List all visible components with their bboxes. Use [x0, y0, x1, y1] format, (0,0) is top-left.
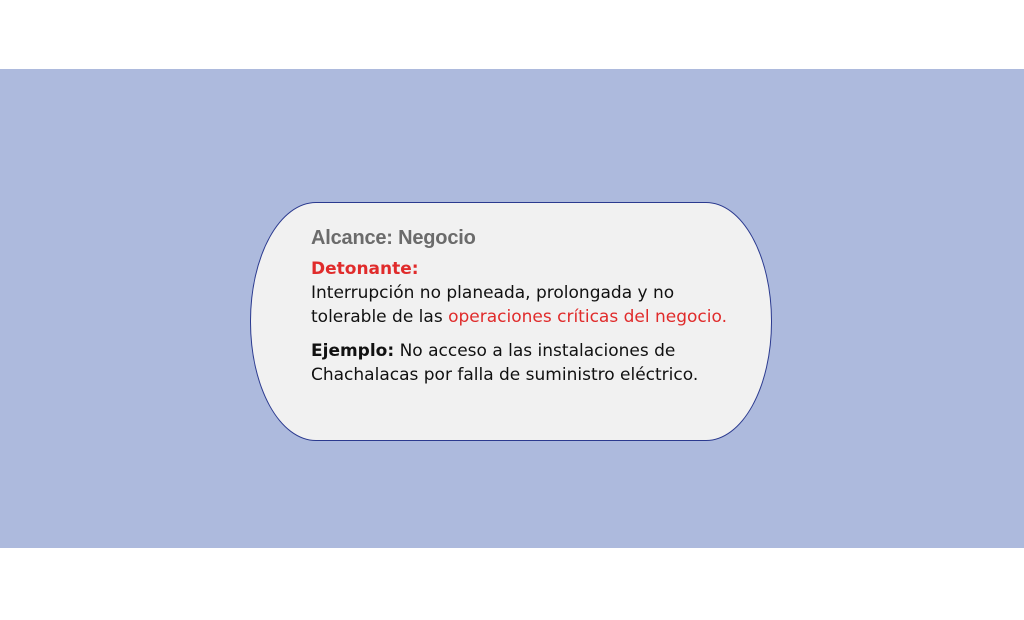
scope-card [250, 202, 772, 441]
example-label: Ejemplo: [311, 341, 395, 361]
trigger-label: Detonante: [311, 259, 419, 279]
trigger-block [311, 257, 751, 329]
example-text: No acceso a las instalaciones de Chachalacas por falla de suministro eléctrico. [311, 341, 699, 385]
card-content [311, 225, 751, 387]
card-title: Alcance: Negocio [311, 227, 476, 249]
trigger-highlight: operaciones críticas del negocio. [448, 307, 727, 327]
trigger-text: Interrupción no planeada, prolongada y no tolerable de las [311, 283, 675, 327]
example-block [311, 339, 751, 387]
